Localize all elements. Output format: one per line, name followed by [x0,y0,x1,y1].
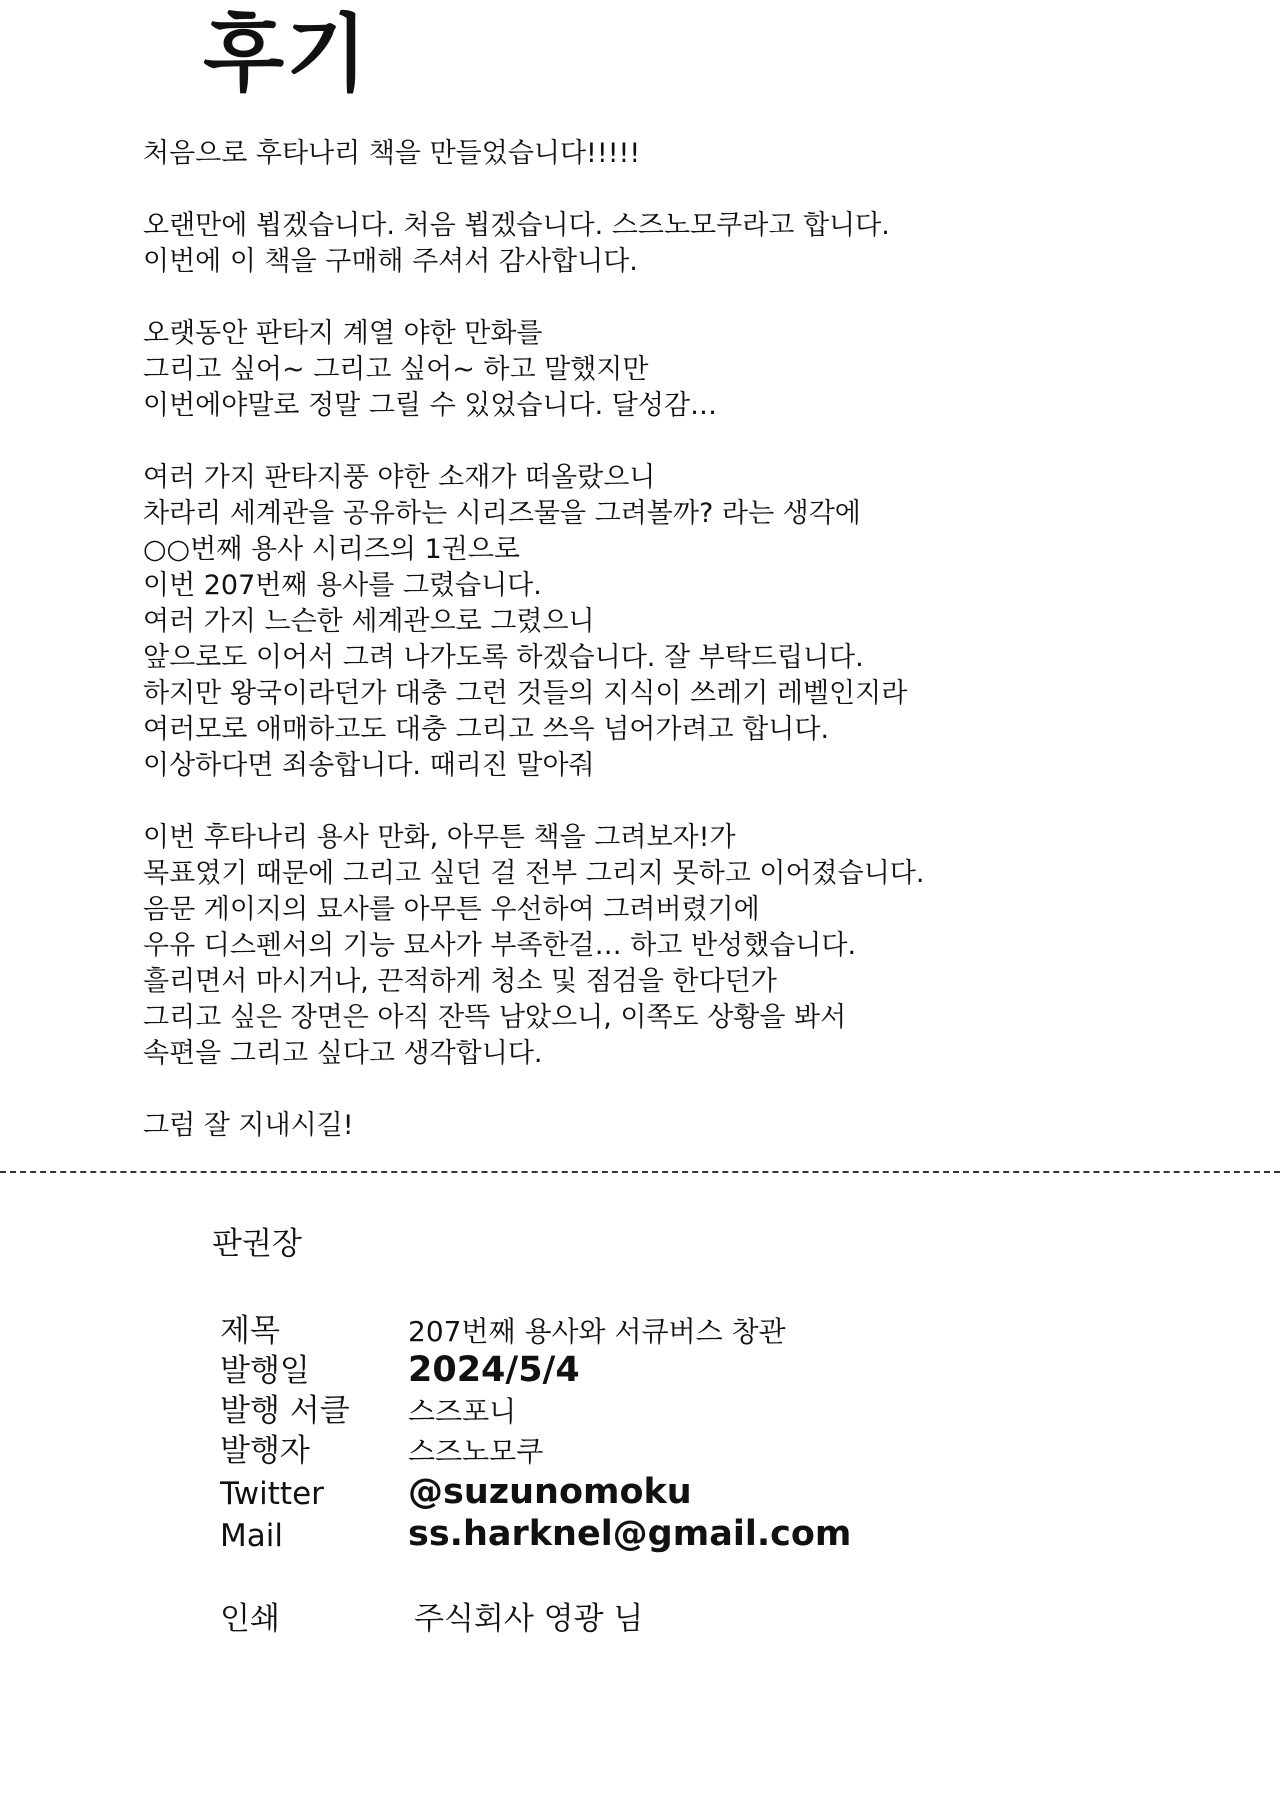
colophon-value: 주식회사 영광 님 [414,1601,644,1637]
afterword-line: 이번에야말로 정말 그릴 수 있었습니다. 달성감… [143,390,718,421]
afterword-line: ○○번째 용사 시리즈의 1권으로 [143,534,520,565]
afterword-paragraph-1 [143,136,1163,172]
colophon-row-title [220,1306,1180,1350]
afterword-body [143,136,1163,1180]
afterword-paragraph-2 [143,208,1163,280]
afterword-line: 음문 게이지의 묘사를 아무튼 우선하여 그려버렸기에 [143,894,760,925]
colophon-label: Mail [220,1518,283,1554]
colophon-row-circle [220,1386,1180,1430]
afterword-line: 그리고 싶어~ 그리고 싶어~ 하고 말했지만 [143,354,649,385]
colophon-row-mail [220,1510,1180,1554]
dashed-divider [0,1171,1280,1173]
afterword-line: 목표였기 때문에 그리고 싶던 걸 전부 그리지 못하고 이어졌습니다. [143,858,925,889]
colophon-value: @suzunomoku [408,1472,692,1512]
afterword-line: 이상하다면 죄송합니다. 때리진 말아줘 [143,750,595,781]
afterword-line: 앞으로도 이어서 그려 나가도록 하겠습니다. 잘 부탁드립니다. [143,642,864,673]
colophon-value: ss.harknel@gmail.com [408,1514,852,1554]
afterword-line: 하지만 왕국이라던가 대충 그런 것들의 지식이 쓰레기 레벨인지라 [143,678,908,709]
colophon-row-print [220,1594,1180,1638]
colophon-row-date [220,1346,1180,1390]
colophon-label: 발행 서클 [220,1393,350,1429]
afterword-line: 이번 207번째 용사를 그렸습니다. [143,570,542,601]
afterword-line: 여러 가지 판타지풍 야한 소재가 떠올랐으니 [143,462,656,493]
page-title: 후기 [203,5,370,103]
afterword-line: 오랜만에 뵙겠습니다. 처음 뵙겠습니다. 스즈노모쿠라고 합니다. [143,210,890,241]
afterword-line: 그럼 잘 지내시길! [143,1110,354,1141]
afterword-paragraph-5 [143,820,1163,1072]
colophon-title: 판권장 [212,1226,302,1262]
colophon-value: 스즈포니 [408,1395,517,1428]
afterword-line: 그리고 싶은 장면은 아직 잔뜩 남았으니, 이쪽도 상황을 봐서 [143,1002,847,1033]
afterword-line: 여러 가지 느슨한 세계관으로 그렸으니 [143,606,595,637]
afterword-line: 오랫동안 판타지 계열 야한 만화를 [143,318,543,349]
afterword-paragraph-4 [143,460,1163,784]
colophon-value: 207번째 용사와 서큐버스 창관 [408,1315,786,1348]
afterword-line: 우유 디스펜서의 기능 묘사가 부족한걸… 하고 반성했습니다. [143,930,857,961]
colophon-label: 발행일 [220,1353,310,1389]
afterword-line: 차라리 세계관을 공유하는 시리즈물을 그려볼까? 라는 생각에 [143,498,861,529]
afterword-line: 이번에 이 책을 구매해 주셔서 감사합니다. [143,246,638,277]
afterword-line: 흘리면서 마시거나, 끈적하게 청소 및 점검을 한다던가 [143,966,777,997]
afterword-line: 여러모로 애매하고도 대충 그리고 쓰윽 넘어가려고 합니다. [143,714,830,745]
colophon-label: 인쇄 [220,1601,280,1637]
colophon-value: 2024/5/4 [408,1350,580,1390]
colophon-label: 발행자 [220,1433,310,1469]
colophon-value: 스즈노모쿠 [408,1435,544,1468]
afterword-line: 이번 후타나리 용사 만화, 아무튼 책을 그려보자!가 [143,822,736,853]
colophon-label: 제목 [220,1313,280,1349]
colophon-row-publisher [220,1426,1180,1470]
colophon-label: Twitter [220,1476,324,1512]
afterword-paragraph-6 [143,1108,1163,1144]
colophon-row-twitter [220,1468,1180,1512]
afterword-line: 속편을 그리고 싶다고 생각합니다. [143,1038,543,1069]
afterword-line: 처음으로 후타나리 책을 만들었습니다!!!!! [143,138,641,169]
afterword-paragraph-3 [143,316,1163,424]
